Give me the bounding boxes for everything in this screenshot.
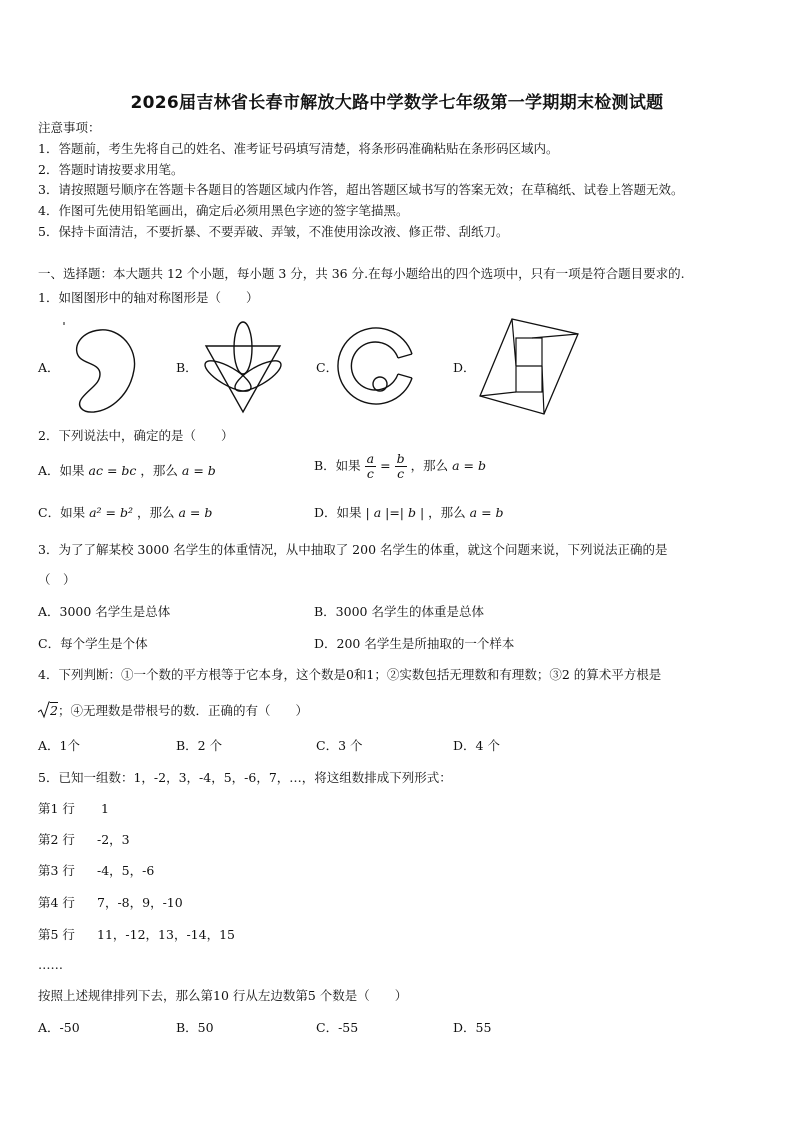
option-c: C．每个学生是个体 <box>38 636 148 651</box>
fraction <box>395 452 407 481</box>
fraction-denominator: c <box>366 466 374 481</box>
pattern-ellipsis: …… <box>38 957 63 972</box>
option-d <box>314 505 504 521</box>
math-expression: a² = b² <box>89 505 133 520</box>
notice-item: 5．保持卡面清洁，不要折暴、不要弄破、弄皱，不准使用涂改液、修正带、刮纸刀。 <box>38 224 509 239</box>
c-ring-icon <box>336 320 422 412</box>
question-5-question: 按照上述规律排列下去，那么第10 行从左边数第5 个数是（ ） <box>38 988 408 1003</box>
option-b: B．2 个 <box>176 738 223 753</box>
option-text: C．如果 <box>38 505 86 520</box>
radical-sign-icon <box>38 701 50 719</box>
question-1-stem: 1．如图图形中的轴对称图形是（ ） <box>38 290 259 305</box>
pattern-row-label: 第5 行 <box>38 927 75 942</box>
option-text: ，那么 <box>410 458 449 473</box>
option-c: C．-55 <box>316 1020 359 1035</box>
option-c <box>38 505 212 521</box>
math-expression: ac = bc <box>88 463 137 478</box>
option-a <box>38 463 216 479</box>
pattern-row-label: 第2 行 <box>38 832 75 847</box>
option-a: A．1个 <box>38 738 80 753</box>
math-expression: a = b <box>181 463 216 478</box>
option-b: B．3000 名学生的体重是总体 <box>314 604 484 619</box>
fraction-numerator: b <box>396 451 405 466</box>
notice-item: 4．作图可先使用铅笔画出，确定后必须用黑色字迹的签字笔描黑。 <box>38 203 409 218</box>
section-heading: 一、选择题：本大题共 12 个小题，每小题 3 分，共 36 分.在每小题给出的四个选项中，只有一项是符合题目要求的. <box>38 266 685 281</box>
option-b-label: B． <box>176 360 198 375</box>
option-c-label: C． <box>316 360 339 375</box>
option-b: B．50 <box>176 1020 214 1035</box>
option-d: D．55 <box>453 1020 492 1035</box>
option-a: A．-50 <box>38 1020 80 1035</box>
option-a: A．3000 名学生是总体 <box>38 604 171 619</box>
pattern-row-values: -2，3 <box>97 832 130 847</box>
notice-heading: 注意事项： <box>38 120 101 135</box>
flower-triangle-icon <box>198 318 288 416</box>
pattern-row-values: 11，-12，13，-14，15 <box>97 927 235 942</box>
option-d: D．4 个 <box>453 738 500 753</box>
notice-item: 1．答题前，考生先将自己的姓名、准考证号码填写清楚，将条形码准确粘贴在条形码区域内。 <box>38 141 559 156</box>
option-text: ，那么 <box>428 505 466 520</box>
question-3-stem-cont: （ ） <box>38 572 76 587</box>
pattern-row-label: 第1 行 <box>38 801 75 816</box>
option-text: A．如果 <box>38 463 85 478</box>
question-2-stem: 2．下列说法中，确定的是（ ） <box>38 428 234 443</box>
notice-item: 2．答题时请按要求用笔。 <box>38 162 184 177</box>
option-d: D．200 名学生是所抽取的一个样本 <box>314 636 515 651</box>
pinwheel-square-icon <box>476 316 582 418</box>
fraction-denominator: c <box>397 466 405 481</box>
spiral-shape-icon <box>60 318 142 416</box>
fraction <box>365 452 376 481</box>
pattern-row-values: 7，-8，9，-10 <box>97 895 183 910</box>
question-4-stem-text: ；④无理数是带根号的数．正确的有（ ） <box>57 703 308 718</box>
equals-sign: = <box>380 458 391 473</box>
page-title: 2026届吉林省长春市解放大路中学数学七年级第一学期期末检测试题 <box>130 93 664 113</box>
option-text: B．如果 <box>314 458 361 473</box>
pattern-row-values: 1 <box>101 801 109 816</box>
question-4-stem: 4．下列判断：①一个数的平方根等于它本身，这个数是0和1；②实数包括无理数和有理数；③2 的算术平方根是 <box>38 667 662 682</box>
option-text: ，那么 <box>136 505 175 520</box>
radicand: 2 <box>50 703 58 718</box>
pattern-row-label: 第4 行 <box>38 895 75 910</box>
question-3-stem: 3．为了了解某校 3000 名学生的体重情况，从中抽取了 200 名学生的体重，就这个问题来说，下列说法正确的是 <box>38 542 668 557</box>
question-4-stem-cont <box>38 701 308 719</box>
square-root <box>38 701 58 719</box>
option-a-label: A． <box>38 360 60 375</box>
pattern-row-label: 第3 行 <box>38 863 75 878</box>
math-expression: a = b <box>452 458 486 473</box>
fraction-numerator: a <box>366 451 375 466</box>
notice-item: 3．请按照题号顺序在答题卡各题目的答题区域内作答，超出答题区域书写的答案无效；在草稿纸、试卷上答题无效。 <box>38 182 684 197</box>
option-d-label: D． <box>453 360 476 375</box>
option-c: C．3 个 <box>316 738 363 753</box>
math-expression: a = b <box>178 505 213 520</box>
option-text: ，那么 <box>140 463 178 478</box>
question-5-stem: 5．已知一组数：1，-2，3，-4，5，-6，7，…，将这组数排成下列形式： <box>38 770 452 785</box>
option-b <box>314 452 486 481</box>
math-expression: | a |=| b | <box>365 505 425 520</box>
option-text: D．如果 <box>314 505 362 520</box>
pattern-row-values: -4，5，-6 <box>97 863 155 878</box>
math-expression: a = b <box>469 505 504 520</box>
